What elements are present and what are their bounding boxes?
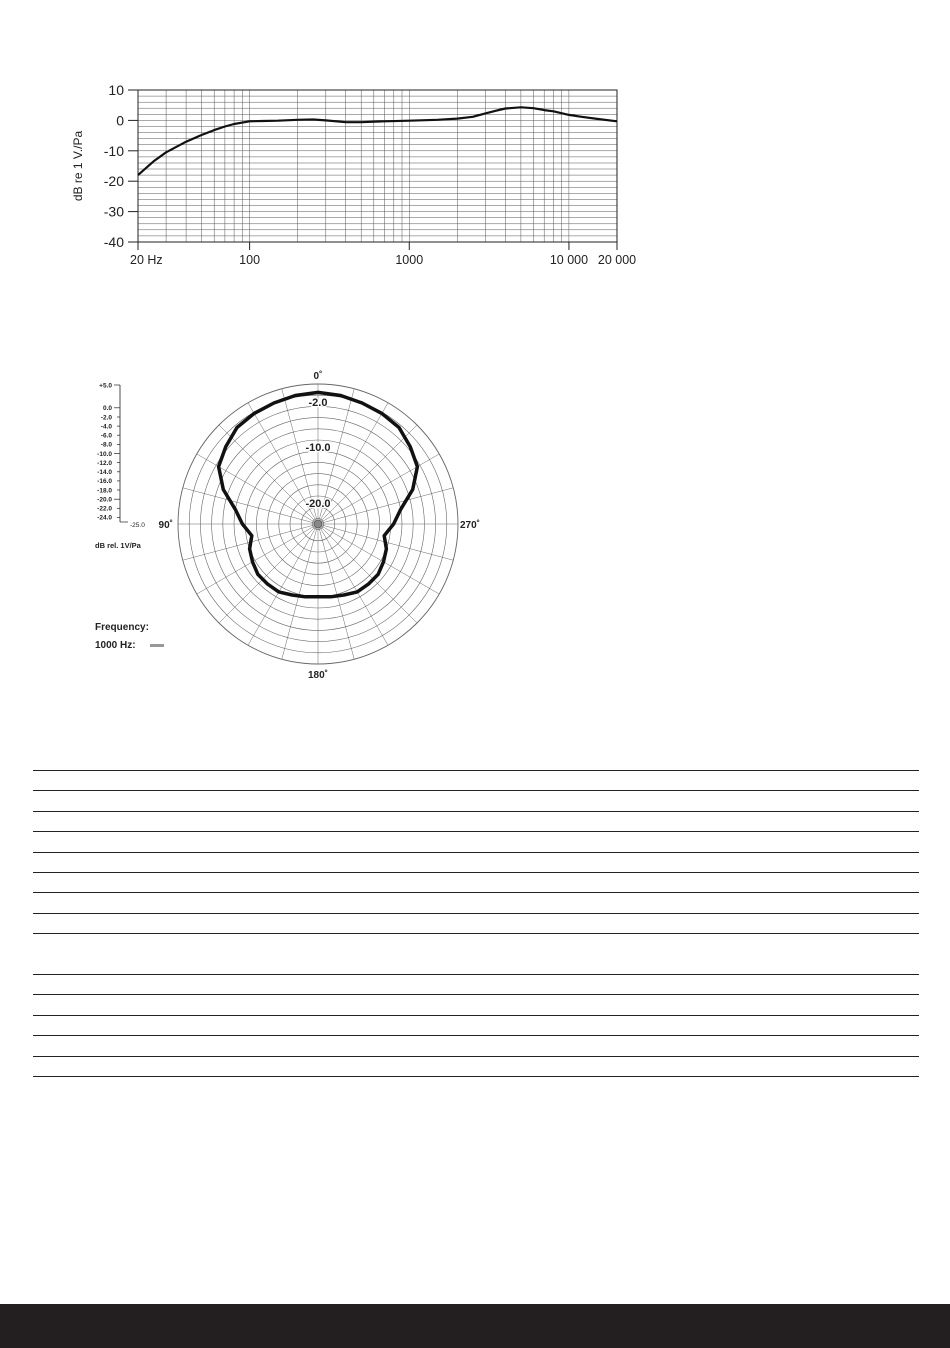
polar-scale-unit-label: dB rel. 1V/Pa xyxy=(95,541,141,550)
frequency-x-ticks xyxy=(130,242,636,267)
polar-scale-tick-label: -24.0 xyxy=(97,514,112,522)
table-rule xyxy=(33,811,919,812)
frequency-y-tick-label: 0 xyxy=(116,112,124,129)
polar-ring-label: -20.0 xyxy=(305,498,331,510)
polar-spoke xyxy=(282,524,318,659)
table-rule xyxy=(33,974,919,975)
frequency-y-axis-label: dB re 1 V./Pa xyxy=(71,130,85,202)
polar-scale-legend xyxy=(97,382,128,522)
polar-scale-tick-label: -20.0 xyxy=(97,496,112,504)
polar-scale-tick-label: 0.0 xyxy=(102,405,112,413)
frequency-y-tick-label: -30 xyxy=(103,203,124,220)
polar-scale-tick-label: -10.0 xyxy=(97,450,112,458)
polar-legend-swatch xyxy=(150,644,164,647)
polar-angle-180-label: 180˚ xyxy=(307,670,329,681)
table-rule xyxy=(33,933,919,934)
polar-scale-tick-label: -12.0 xyxy=(97,459,112,467)
frequency-grid xyxy=(138,90,617,242)
polar-spoke xyxy=(318,488,453,524)
polar-scale-tick-label: -2.0 xyxy=(100,414,112,422)
table-rule xyxy=(33,1015,919,1016)
polar-scale-tick-label: -16.0 xyxy=(97,478,112,486)
footer-bar xyxy=(0,1304,950,1348)
table-rule xyxy=(33,892,919,893)
table-rule xyxy=(33,913,919,914)
polar-legend-title: Frequency: xyxy=(95,622,149,633)
polar-angle-270-label: 270˚ xyxy=(460,520,481,531)
polar-spoke xyxy=(318,524,417,623)
frequency-x-tick-label: 20 Hz xyxy=(130,253,163,267)
frequency-y-tick-label: -40 xyxy=(103,234,124,250)
frequency-x-tick-label: 10 000 xyxy=(549,253,589,267)
table-rule xyxy=(33,1076,919,1077)
table-rule xyxy=(33,770,919,771)
frequency-y-tick-label: -20 xyxy=(103,173,124,190)
frequency-y-ticks xyxy=(104,82,138,250)
polar-ring-label: -10.0 xyxy=(305,442,331,454)
table-rule xyxy=(33,872,919,873)
table-rule xyxy=(33,790,919,791)
polar-scale-tick-label: -14.0 xyxy=(97,469,112,477)
polar-scale-tick-label: -18.0 xyxy=(97,487,112,495)
table-rule xyxy=(33,1035,919,1036)
table-rule xyxy=(33,994,919,995)
frequency-response-chart xyxy=(60,78,650,278)
table-rule xyxy=(33,852,919,853)
frequency-x-tick-label: 100 xyxy=(239,253,261,267)
polar-scale-tick-label: +5.0 xyxy=(99,382,112,390)
polar-legend-entry: 1000 Hz: xyxy=(95,640,136,651)
frequency-plot-frame xyxy=(138,90,617,242)
polar-center-dot xyxy=(314,520,322,528)
polar-spoke xyxy=(219,524,318,623)
table-rule xyxy=(33,1056,919,1057)
polar-scale-min-label: -25.0 xyxy=(130,522,145,529)
polar-scale-tick-label: -4.0 xyxy=(100,423,112,431)
polar-spoke xyxy=(318,524,354,659)
polar-pattern-chart xyxy=(90,365,510,685)
polar-scale-tick-label: -6.0 xyxy=(100,432,112,440)
polar-scale-tick-label: -8.0 xyxy=(100,441,112,449)
polar-ring-label: -2.0 xyxy=(308,397,328,410)
polar-angle-0-label: 0˚ xyxy=(313,371,323,382)
frequency-x-tick-label: 20 000 xyxy=(597,253,637,267)
frequency-response-line xyxy=(138,107,617,175)
frequency-y-tick-label: -10 xyxy=(103,142,124,159)
frequency-x-tick-label: 1000 xyxy=(395,253,424,267)
polar-spoke xyxy=(183,488,318,524)
polar-scale-tick-label: -22.0 xyxy=(97,505,112,513)
table-rule xyxy=(33,831,919,832)
polar-angle-90-label: 90˚ xyxy=(158,520,173,531)
frequency-y-tick-label: 10 xyxy=(108,82,124,98)
